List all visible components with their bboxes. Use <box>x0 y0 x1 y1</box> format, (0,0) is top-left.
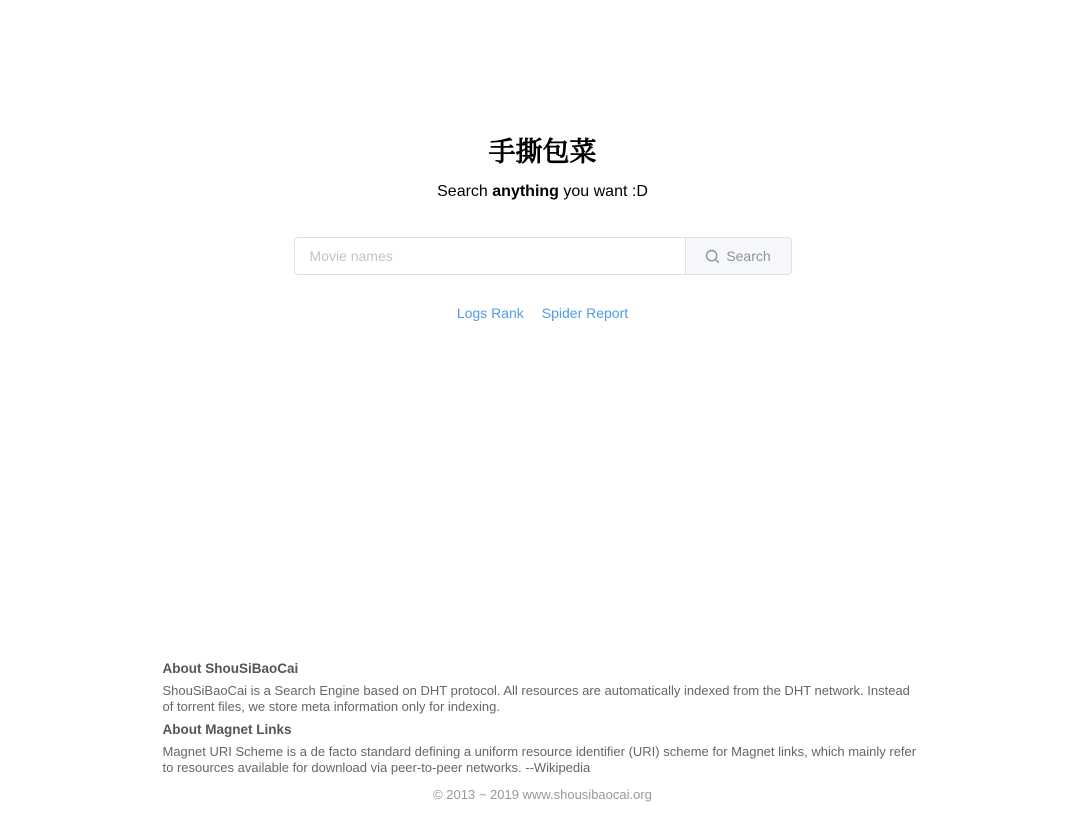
footer-section <box>163 661 923 818</box>
search-button-label: Search <box>726 248 771 265</box>
site-tagline <box>0 182 1085 201</box>
hero-section <box>0 0 1085 321</box>
site-title: 手撕包菜 <box>488 137 597 167</box>
tagline-suffix: you want :D <box>558 183 648 201</box>
tagline-prefix: Search <box>437 183 493 201</box>
copyright-notice: © 2013 ~ 2019 www.shousibaocai.org <box>433 787 652 802</box>
magnifier-icon <box>705 249 720 264</box>
about-magnet-links-heading: About Magnet Links <box>162 722 292 738</box>
about-magnet-links-text: Magnet URI Scheme is a de facto standard defining a uniform resource identifier (URI) scheme for Magnet links, which mainly refer to resources available for download via peer-to-peer networks. --Wikipedia <box>162 744 917 776</box>
spider-report-link[interactable]: Spider Report <box>541 305 629 322</box>
search-input[interactable] <box>294 237 686 275</box>
tagline-emphasis: anything <box>492 183 559 201</box>
quick-links <box>0 305 1085 321</box>
logs-rank-link[interactable]: Logs Rank <box>456 305 524 322</box>
about-shousibaocai-heading: About ShouSiBaoCai <box>162 661 299 677</box>
search-bar <box>294 237 792 275</box>
search-button[interactable] <box>686 237 792 275</box>
about-shousibaocai-text: ShouSiBaoCai is a Search Engine based on DHT protocol. All resources are automatically indexed from the DHT network. Instead of torrent files, we store meta information only for indexing. <box>162 683 910 715</box>
